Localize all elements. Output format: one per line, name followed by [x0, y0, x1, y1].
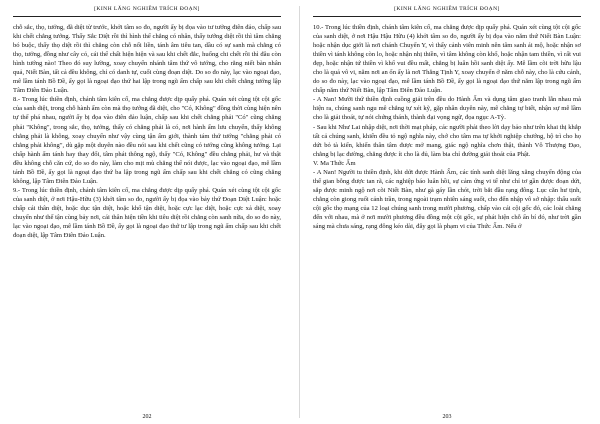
left-paragraph-2: 8.- Trong lúc thiền định, chánh tâm kiên cố, ma chẳng được dịp quấy phá. Quán xét cùng tột cội gốc của sanh diệt, trong chỗ hành ấm còn mà thọ tưởng đã diệt, cho "Có, Không" đồng thời cùng hiện nên tự thể phá nhau, người ấy bị đọa vào điên đảo luận, chấp sau khi chết chẳng phải "Có" cũng chẳng phải "Không", trong sắc, thọ, tưởng, thấy có chẳng phải là có, nơi hành ấm lưu chuyển, thấy không chẳng phải là không, xoay chuyển như vậy cùng tận ấm giới, thành tám thứ tướng "chẳng phải có chẳng phải không", dù gặp một duyên nào đều nói sau khi chết cũng có tướng cũng không tướng. Lại chấp hành ấm tánh hay thay đổi, tâm phát thông ngộ, thấy "Có, Không" đều chẳng phải, hư và thật đều không chỗ căn cứ, do so đo này, làm cho mịt mù chẳng thể nói được, lạc vào ngoại đạo, mê lầm tánh Bồ Đề, ấy gọi là ngoại đạo thứ ba lập trong ngũ ấm chấp sau khi chết chẳng có cũng chẳng không, lập Tâm Điên Đảo Luận.: [13, 96, 281, 185]
left-page: [13, 0, 281, 424]
right-page-body: [313, 23, 581, 231]
section-heading-thuc-am: V. Ma Thức Ấm: [313, 159, 356, 167]
right-running-title: [KINH LĂNG NGHIÊM TRÍCH ĐOẠN]: [394, 6, 500, 12]
left-page-body: [13, 23, 281, 240]
left-running-title: [KINH LĂNG NGHIÊM TRÍCH ĐOẠN]: [94, 6, 200, 12]
right-paragraph-2: - A Nan! Mười thứ thiền định cuồng giải trên đều do Hành Ấm và dụng tâm giao tranh lẫn nhau mà hiện ra, chúng sanh ngu mê chẳng tự xét kỹ, gặp nhân duyên này, mê chẳng tự biết, nhận sự mê lầm cho là giải thoát, tự nói chứng thánh, thành đại vọng ngữ, đọa ngục A-Tỳ.: [313, 96, 581, 122]
right-page-number: 203: [442, 414, 452, 420]
left-page-number: 202: [142, 414, 152, 420]
left-paragraph-1: chỗ sắc, thọ, tưởng, đã diệt từ trước, khởi tâm so đo, người ấy bị đọa vào tư tưởng điên đảo, chấp sau khi chết chẳng tướng. Thấy Sắc Diệt rồi thì hình thể chẳng có nhân, thấy tưởng diệt rồi thì tâm chẳng bó buộc, thấy thọ diệt rồi thì chẳng còn chỗ nối liền, tánh âm tiêu tan, dầu có sự sanh mà chẳng có thọ, tưởng, đồng như cây cỏ, cái thể chất hiện hiện và sau khi chết đắc, huống chi chết rồi thì đâu còn hình tướng nào! Theo đó suy lường, xoay chuyển nhánh tâm thứ vô tướng, cho rằng niết bàn nhân quả, Niết Bàn, tất cả đều không, chỉ có danh tự, cuối cùng đoạn diệt. Do so đo này, lạc vào ngoại đạo, mê lầm tánh Bồ Đề, ấy gọi là ngoại đạo thứ hai lập trong ngũ ấm chấp sau khi chết chẳng tướng lập Tâm Điên Đảo Luận.: [13, 24, 281, 95]
spine-divider: [299, 6, 300, 418]
right-paragraph-3: - Sau khi Như Lai nhập diệt, nơi thời mạt pháp, các người phải theo lời dạy bảo như trên khai thị khắp tất cả chúng sanh, khiến đều tỏ ngộ nghĩa này, chớ cho tâm ma tự khởi nghiệp chướng, hộ trì cho họ dứt bỏ tà kiến, khiến thân tâm được mở mang, giác ngộ nghĩa chơn thật, thành Vô Thượng Đạo, chẳng bị lạc đường, chẳng được ít cho là đủ, làm bia chỉ đường giải thoát của Phật.: [313, 123, 581, 158]
right-paragraph-1: 10.- Trong lúc thiền định, chánh tâm kiên cố, ma chẳng được dịp quấy phá. Quán xét cùng tột cội gốc của sanh diệt, ở nơi Hậu Hậu Hữu (4) khởi tâm so đo, người ấy bị đọa vào năm thứ Niết Bàn Luận: hoặc nhận dục giới là nơi chánh Chuyển Y, vì thấy cảnh viên minh nên tâm sanh ái mộ, hoặc nhận sơ thiền vì tánh không còn lo, hoặc nhận nhị thiền, vì tâm không còn khổ, hoặc nhận tam thiền, vì rất vui đẹp, hoặc nhận tứ thiền vì khổ vui đều mất, chẳng bị luân hồi sanh diệt ấy. Mê lầm cõi trời hữu lậu cho là quả vô vi, năm nơi an ổn ấy là nơi Thắng Tịnh Y, xoay chuyển ở năm chỗ này, cho là cứu cánh, do so đo này, lạc vào ngoại đạo, mê lầm tánh Bồ Đề, ấy gọi là ngoại đạo thứ năm lập trong ngũ ấm chấp năm thứ Niết Bàn, lập Tâm Điên Đảo Luận.: [313, 24, 581, 95]
left-page-header: [13, 5, 281, 17]
left-paragraph-3: 9.- Trong lúc thiền định, chánh tâm kiên cố, ma chẳng được dịp quấy phá. Quán xét cùng tột cội gốc của sanh diệt, ở nơi Hậu-Hữu (3) khởi tâm so đo, người ấy bị đọa vào bảy thứ Đoạn Diệt Luận: hoặc chấp cái thân diệt, hoặc dục tận diệt, hoặc khổ tận diệt, hoặc cực lạc diệt, hoặc cực xả diệt, xoay chuyển như thế tận cùng bảy nơi, cái thân hiện tiền khi tiêu diệt rồi chẳng còn sanh nữa, do so đo này, lạc vào ngoại đạo, mê lầm tánh Bồ Đề, ấy gọi là ngoại đạo thứ tư lập trong ngũ ấm chấp sau khi chết đoạn diệt, lập Tâm Điên Đảo Luận.: [13, 186, 281, 240]
right-page-header: [313, 5, 581, 17]
right-paragraph-5: - A Nan! Người tu thiền định, khi dứt được Hành Ấm, các tính sanh diệt lăng xăng chuyển động của thế gian bỗng được tan rã, các nghiệp báo luân hồi, sự cảm ứng vi tế như chỉ tơ gần được đoạn dứt, sắp được minh ngộ nơi cõi Niết Bàn, như gà gáy lần chót, trời bắt đầu rạng đông. Lục căn hư tịnh, chẳng còn giong ruổi cảnh trần, trong ngoài trạm nhiên sáng suốt, cho đến nhập vô sở nhập: thấu suốt cội gốc thọ mạng của 12 loại chúng sanh trong mười phương, chấp vào cái cội gốc đó, các loài chẳng đến với nhau, mà ở nơi mười phương đều đồng một cội gốc, sự phát hiện chỗ ẩn bí đó, như trời gần sáng mà chưa sáng, rạng đông kéo dài, đây gọi là phạm vi của Thức Ấm. Nếu ở: [313, 168, 581, 231]
right-page: [313, 0, 581, 424]
